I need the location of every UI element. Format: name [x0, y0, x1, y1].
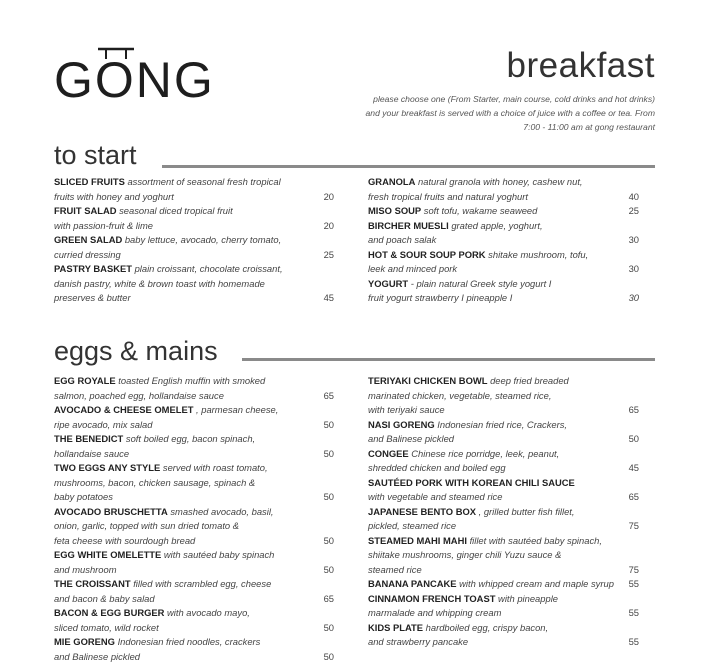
menu-item-line [368, 432, 639, 447]
menu-item-line [54, 389, 334, 404]
menu-item-description: baby potatoes [54, 491, 113, 502]
menu-item-line [368, 233, 639, 248]
menu-item-price: 50 [323, 621, 334, 633]
menu-item [368, 505, 639, 534]
menu-item-description: natural granola with honey, cashew nut, [418, 176, 583, 187]
menu-item-line [368, 175, 639, 190]
menu-item [54, 606, 334, 635]
menu-item-price: 65 [323, 389, 334, 401]
menu-item-description: preserves & butter [54, 292, 131, 303]
menu-item-line [54, 291, 334, 306]
menu-item-line [54, 262, 334, 277]
menu-item-line [54, 175, 334, 190]
menu-item-line [368, 621, 639, 636]
menu-item-line [54, 461, 334, 476]
menu-item-price: 45 [628, 462, 639, 473]
menu-item-line [54, 577, 334, 592]
menu-item-description: Chinese rice porridge, leek, peanut, [411, 447, 560, 459]
menu-item [368, 577, 639, 592]
menu-item-description: shitake mushroom, tofu, [488, 248, 589, 260]
menu-item-description: and Balinese pickled [54, 650, 140, 662]
menu-item-line [54, 635, 334, 650]
menu-item-description: fruits with honey and yoghurt [54, 190, 174, 202]
menu-item-description: - plain natural Greek style yogurt I [410, 277, 552, 289]
menu-item-line [54, 204, 334, 219]
menu-item-line [54, 447, 334, 462]
menu-item [54, 432, 334, 461]
menu-item [368, 592, 639, 621]
menu-item-price: 25 [628, 205, 639, 216]
menu-item-name: BANANA PANCAKE [368, 578, 457, 589]
menu-item-description: and strawberry pancake [368, 636, 469, 647]
menu-item-name: AVOCADO BRUSCHETTA [54, 505, 168, 517]
menu-item-description: with avocado mayo, [167, 607, 250, 618]
menu-item-line [54, 505, 334, 520]
menu-item-description: baby lettuce, avocado, cherry tomato, [124, 234, 282, 245]
menu-item-name: HOT & SOUR SOUP PORK [368, 248, 486, 260]
section-rule-start [162, 165, 655, 168]
menu-item-line [368, 592, 639, 607]
menu-item-description: seasonal diced tropical fruit [119, 205, 233, 216]
menu-item [368, 534, 639, 578]
menu-item [368, 621, 639, 650]
menu-item [368, 374, 639, 418]
menu-item-price: 50 [323, 563, 334, 575]
menu-item-name: SAUTÉED PORK WITH KOREAN CHILI SAUCE [368, 476, 575, 488]
menu-item-name: TWO EGGS ANY STYLE [54, 462, 161, 473]
menu-item-description: mushrooms, bacon, chicken sausage, spinach & [54, 476, 256, 488]
menu-item-line [54, 490, 334, 505]
menu-item [54, 577, 334, 606]
menu-item-price: 50 [628, 433, 639, 444]
menu-item-name: PASTRY BASKET [54, 263, 132, 274]
menu-item-line [54, 650, 334, 665]
menu-item [54, 403, 334, 432]
menu-item [54, 461, 334, 505]
menu-item-description: soft boiled egg, bacon spinach, [125, 433, 256, 444]
menu-item-description: shiitake mushrooms, ginger chili Yuzu sauce & [368, 549, 562, 560]
menu-item-line [368, 418, 639, 433]
menu-item-description: with vegetable and steamed rice [368, 491, 503, 502]
menu-item-price: 75 [628, 520, 639, 531]
menu-item-description: fruit yogurt strawberry I pineapple I [368, 292, 513, 303]
menu-item-description: with sautéed baby spinach [163, 549, 275, 560]
menu-item-description: pickled, steamed rice [368, 520, 457, 531]
menu-item-price: 20 [323, 190, 334, 202]
menu-item-name: AVOCADO & CHEESE OMELET [54, 404, 194, 415]
menu-item-name: GREEN SALAD [54, 234, 123, 245]
menu-item-name: NASI GORENG [368, 418, 435, 430]
menu-item-name: TERIYAKI CHICKEN BOWL [368, 375, 488, 386]
menu-item-price: 65 [628, 491, 639, 502]
menu-item-description: with pineapple [498, 592, 558, 604]
menu-item-line [54, 476, 334, 491]
start-left-column [54, 175, 334, 306]
menu-item-line [368, 476, 639, 491]
menu-item [54, 233, 334, 262]
menu-item [54, 204, 334, 233]
menu-item-name: JAPANESE BENTO BOX [368, 505, 477, 517]
menu-item-description: feta cheese with sourdough bread [54, 534, 196, 546]
menu-item-name: MIE GORENG [54, 636, 115, 647]
menu-item-line [368, 577, 639, 592]
section-heading-mains: eggs & mains [54, 336, 218, 366]
menu-item-description: soft tofu, wakame seaweed [423, 205, 538, 216]
menu-item-line [368, 277, 639, 292]
menu-item-price: 50 [323, 418, 334, 430]
menu-item-name: SLICED FRUITS [54, 176, 125, 187]
menu-item [54, 635, 334, 664]
menu-item-line [368, 204, 639, 219]
menu-item [54, 548, 334, 577]
menu-item [54, 374, 334, 403]
menu-item-price: 45 [323, 292, 334, 303]
menu-item [54, 175, 334, 204]
menu-item-line [368, 291, 639, 306]
menu-item-name: EGG ROYALE [54, 375, 116, 386]
menu-item-description: assortment of seasonal fresh tropical [127, 176, 281, 187]
menu-item-price: 50 [323, 447, 334, 459]
menu-item-line [368, 219, 639, 234]
menu-item-line [368, 262, 639, 277]
menu-item-description: sliced tomato, wild rocket [54, 621, 159, 633]
menu-item-line [368, 190, 639, 205]
menu-item-description: leek and minced pork [368, 263, 458, 274]
menu-item-description: with passion-fruit & lime [54, 219, 153, 231]
menu-item-line [368, 563, 639, 578]
menu-item-description: Indonesian fried noodles, crackers [117, 636, 261, 647]
menu-item-description: hardboiled egg, crispy bacon, [425, 621, 549, 633]
menu-item-price: 50 [323, 650, 334, 662]
menu-item [368, 418, 639, 447]
menu-item-description: plain croissant, chocolate croissant, [134, 263, 283, 274]
menu-item-description: fillet with sautéed baby spinach, [469, 534, 602, 546]
menu-item-name: THE CROISSANT [54, 578, 131, 589]
menu-item-price: 75 [628, 563, 639, 575]
menu-item-name: STEAMED MAHI MAHI [368, 534, 467, 546]
menu-item-line [368, 548, 639, 563]
menu-item-name: YOGURT [368, 277, 409, 289]
menu-item-description: grated apple, yoghurt, [451, 219, 543, 231]
menu-item-line [54, 548, 334, 563]
menu-item-description: steamed rice [368, 563, 422, 575]
menu-item-description: salmon, poached egg, hollandaise sauce [54, 389, 224, 401]
menu-item-price: 30 [628, 234, 639, 245]
menu-item-line [368, 389, 639, 404]
menu-item-name: CINNAMON FRENCH TOAST [368, 592, 496, 604]
menu-item-description: with teriyaki sauce [368, 404, 445, 415]
menu-item-description: deep fried breaded [490, 375, 569, 386]
menu-item-description: onion, garlic, topped with sun dried tomato & [54, 520, 240, 531]
menu-item [368, 175, 639, 204]
menu-item-line [368, 403, 639, 418]
menu-item-name: MISO SOUP [368, 205, 422, 216]
menu-item-line [54, 519, 334, 534]
menu-item-description: , parmesan cheese, [196, 404, 279, 415]
menu-item [368, 219, 639, 248]
menu-item-price: 55 [628, 607, 639, 618]
menu-item-line [368, 534, 639, 549]
menu-item-price: 25 [323, 248, 334, 260]
menu-item-description: toasted English muffin with smoked [118, 375, 266, 386]
intro-text: please choose one (From Starter, main course, cold drinks and hot drinks) and your breakfast is served with a choice of juice with a coffee or tea. From 7:00 - 11:00 am at gong restaurant [365, 94, 655, 132]
menu-item-price: 55 [628, 636, 639, 647]
menu-item-description: marinated chicken, vegetable, steamed rice, [368, 389, 552, 401]
menu-item-description: and mushroom [54, 563, 117, 575]
menu-item-description: smashed avocado, basil, [170, 505, 274, 517]
gong-logo [54, 45, 239, 105]
section-heading-start: to start [54, 140, 137, 170]
menu-item-line [54, 403, 334, 418]
menu-item-price: 50 [323, 534, 334, 546]
menu-item [368, 248, 639, 277]
menu-item-description: fresh tropical fruits and natural yoghurt [368, 190, 528, 202]
menu-item-name: BACON & EGG BURGER [54, 607, 165, 618]
menu-item-description: danish pastry, white & brown toast with homemade [54, 277, 265, 289]
menu-item-line [54, 606, 334, 621]
menu-item-line [54, 563, 334, 578]
menu-item [54, 262, 334, 306]
menu-item-line [368, 447, 639, 462]
menu-item-price: 55 [628, 578, 639, 589]
menu-item-description: and poach salak [368, 234, 437, 245]
mains-left-column [54, 374, 334, 664]
menu-item-line [368, 490, 639, 505]
menu-item-description: and bacon & baby salad [54, 592, 155, 604]
menu-item-description: and Balinese pickled [368, 433, 454, 444]
menu-item-description: with whipped cream and maple syrup [459, 578, 614, 589]
menu-item-line [54, 432, 334, 447]
menu-item-line [54, 592, 334, 607]
menu-item-line [54, 374, 334, 389]
menu-item-line [54, 233, 334, 248]
menu-item-price: 30 [628, 292, 639, 303]
menu-item-line [368, 606, 639, 621]
menu-item [368, 204, 639, 219]
start-right-column [368, 175, 639, 306]
menu-item-description: served with roast tomato, [162, 462, 268, 473]
menu-item-description: curried dressing [54, 248, 121, 260]
logo-wordmark: GONG [54, 52, 215, 105]
menu-item-price: 50 [323, 491, 334, 502]
menu-item-price: 40 [628, 190, 639, 202]
menu-item-line [54, 277, 334, 292]
menu-item-line [54, 219, 334, 234]
menu-item-price: 65 [628, 404, 639, 415]
menu-item-price: 65 [323, 592, 334, 604]
menu-item-line [368, 461, 639, 476]
menu-item-name: FRUIT SALAD [54, 205, 117, 216]
menu-item-description: , grilled butter fish fillet, [478, 505, 575, 517]
menu-item-description: marmalade and whipping cream [368, 607, 502, 618]
menu-item-line [368, 519, 639, 534]
menu-item-name: BIRCHER MUESLI [368, 219, 449, 231]
menu-item-name: EGG WHITE OMELETTE [54, 549, 162, 560]
menu-item-line [368, 374, 639, 389]
menu-item-description: hollandaise sauce [54, 447, 130, 459]
menu-item-description: filled with scrambled egg, cheese [133, 578, 272, 589]
menu-item-description: Indonesian fried rice, Crackers, [437, 418, 568, 430]
menu-item-name: THE BENEDICT [54, 433, 124, 444]
menu-item-line [54, 190, 334, 205]
menu-item-line [54, 248, 334, 263]
menu-item-description: ripe avocado, mix salad [54, 418, 153, 430]
menu-item-line [368, 635, 639, 650]
menu-item [368, 447, 639, 476]
menu-item [368, 476, 639, 505]
menu-item-line [54, 621, 334, 636]
menu-item-line [368, 248, 639, 263]
page-title: breakfast [506, 46, 655, 85]
menu-item-description: shredded chicken and boiled egg [368, 462, 506, 473]
menu-item-line [54, 418, 334, 433]
mains-right-column [368, 374, 639, 650]
section-rule-mains [242, 358, 655, 361]
menu-item [368, 277, 639, 306]
menu-item-name: KIDS PLATE [368, 621, 424, 633]
menu-item-line [368, 505, 639, 520]
menu-item [54, 505, 334, 549]
menu-item-price: 20 [323, 219, 334, 231]
menu-item-name: CONGEE [368, 447, 409, 459]
menu-item-price: 30 [628, 263, 639, 274]
menu-item-line [54, 534, 334, 549]
menu-item-name: GRANOLA [368, 176, 416, 187]
